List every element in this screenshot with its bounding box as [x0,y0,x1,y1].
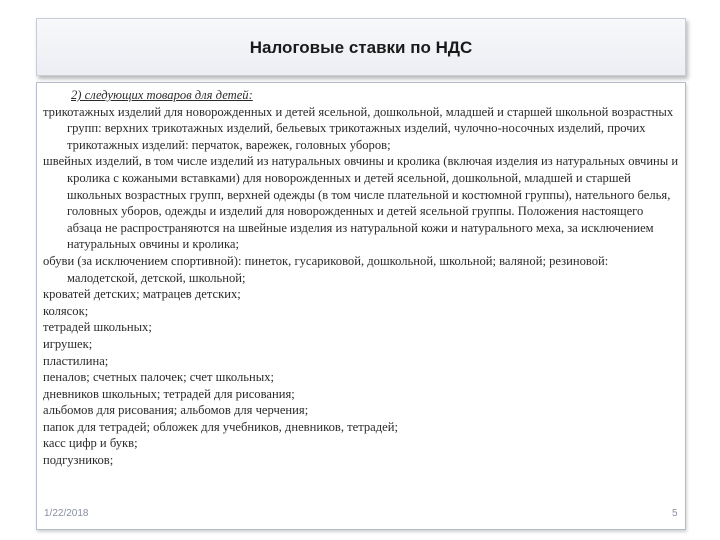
title-box [36,18,686,76]
list-item: обуви (за исключением спортивной): пинеток, гусариковой, дошкольной, школьной; валяной; резиновой: малодетской, детской, школьной; [43,253,609,285]
list-item: дневников школьных; тетрадей для рисования; [43,386,295,401]
list-item: папок для тетрадей; обложек для учебников, дневников, тетрадей; [43,419,398,434]
slide-title: Налоговые ставки по НДС [249,38,473,57]
list-item: колясок; [43,303,89,318]
list-item: альбомов для рисования; альбомов для черчения; [43,403,309,418]
list-item: игрушек; [43,336,93,351]
list-item: касс цифр и букв; [43,436,138,451]
list-item: швейных изделий, в том числе изделий из натуральных овчины и кролика (включая изделия из натуральных овчины и кролика с кожаными вставками) для новорожденных и детей ясельной, дошкольной, младшей и старшей школьных возрастных групп, верхней одежды (в том числе плательной и костюмной группы), нательного белья, головных уборов, одежды и изделий для новорожденных и детей ясельной группы. Положения настоящего абзаца не распространяются на швейные изделия из натуральной кожи и натурального меха, за исключением натуральных овчины и кролика; [43,154,679,252]
content-box [36,82,686,530]
list-item: пластилина; [43,353,109,368]
list-item: трикотажных изделий для новорожденных и детей ясельной, дошкольной, младшей и старшей школьной возрастных групп: верхних трикотажных изделий, бельевых трикотажных изделий, чулочно-носочных изделий, прочих трикотажных изделий: перчаток, варежек, головных уборов; [43,104,674,152]
body-text [43,87,679,469]
list-item: тетрадей школьных; [43,320,152,335]
list-heading: 2) следующих товаров для детей: [71,88,253,102]
list-item: пеналов; счетных палочек; счет школьных; [43,370,274,385]
list-item: кроватей детских; матрацев детских; [43,287,241,302]
slide-number: 5 [672,508,678,519]
slide-date: 1/22/2018 [44,508,89,519]
list-item: подгузников; [43,453,114,468]
